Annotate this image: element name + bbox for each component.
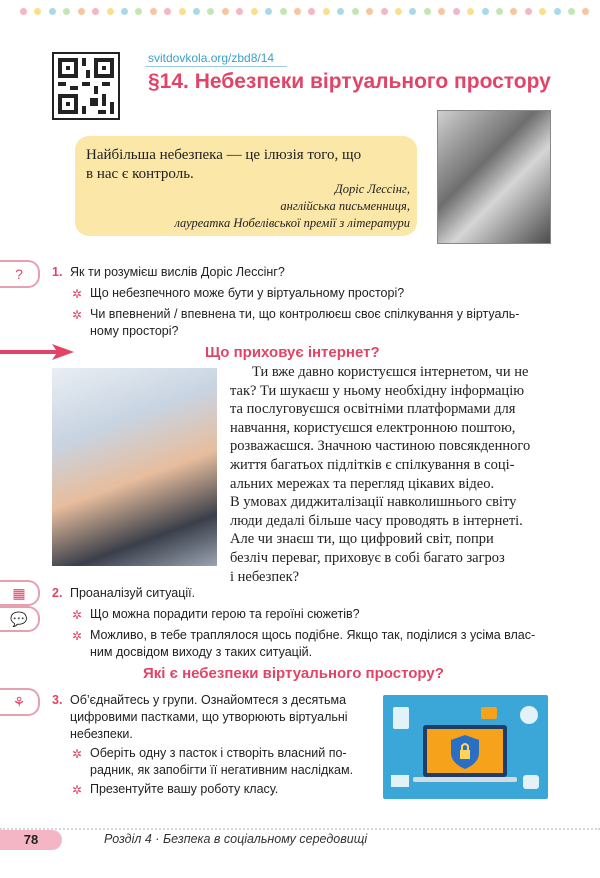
task2-item-1: Що можна порадити герою та героїні сюжетів? — [90, 607, 360, 621]
paragraph-line: та послуговуєшся освітніми платформами для — [230, 401, 516, 418]
task3-line-3: небезпеки. — [70, 727, 133, 741]
decorative-dot — [265, 8, 272, 15]
pointer-arrow-icon — [0, 342, 74, 362]
link-underline — [145, 66, 287, 67]
decorative-dot — [554, 8, 561, 15]
analyze-grid-icon: ▦ — [0, 580, 40, 606]
page-title: §14. Небезпеки віртуального простору — [148, 70, 551, 93]
decorative-dot — [323, 8, 330, 15]
quote-line-2: в нас є контроль. — [86, 166, 194, 182]
paragraph-line: Ти вже давно користуєшся інтернетом, чи не — [252, 364, 529, 380]
decorative-dot — [150, 8, 157, 15]
task2-number: 2. — [52, 586, 63, 600]
bullet-star-icon: ✲ — [72, 629, 83, 643]
decorative-dot — [78, 8, 85, 15]
quote-text — [86, 146, 361, 184]
decorative-dot — [409, 8, 416, 15]
qr-code[interactable] — [52, 52, 120, 120]
decorative-dot — [366, 8, 373, 15]
decorative-dot — [251, 8, 258, 15]
decorative-dot — [179, 8, 186, 15]
task3-item-1: Оберіть одну з пасток і створіть власний по- — [90, 746, 347, 760]
decorative-dot — [438, 8, 445, 15]
decorative-dot — [121, 8, 128, 15]
decorative-dot — [92, 8, 99, 15]
decorative-dot — [482, 8, 489, 15]
decorative-dot — [63, 8, 70, 15]
paragraph-line: розважаєшся. Значною частиною повсякденного — [230, 438, 531, 455]
decorative-dot — [352, 8, 359, 15]
paragraph-line: Але чи знаєш ти, що цифровий світ, попри — [230, 531, 494, 548]
decorative-dot — [193, 8, 200, 15]
paragraph-line: навчання, користуєшся електронною поштою, — [230, 419, 516, 436]
qr-code-icon — [54, 54, 118, 118]
paragraph-line: так? Ти шукаєш у ньому необхідну інформацію — [230, 382, 525, 399]
decorative-dot-row — [20, 8, 590, 18]
section2-heading: Які є небезпеки віртуального простору? — [143, 665, 444, 682]
quote-author-desc-1: англійська письменниця, — [280, 199, 410, 213]
decorative-dot — [496, 8, 503, 15]
task1-item-1: Що небезпечного може бути у віртуальному просторі? — [90, 286, 405, 300]
task3-number: 3. — [52, 693, 63, 707]
chat-bubble-icon: 💬 — [0, 606, 40, 632]
paragraph-line: і небезпек? — [230, 568, 300, 585]
decorative-dot — [568, 8, 575, 15]
task3-line-1: Об’єднайтесь у групи. Ознайомтеся з десятьма — [70, 693, 347, 707]
quote-line-1: Найбільша небезпека — це ілюзія того, що — [86, 147, 362, 163]
decorative-dot — [539, 8, 546, 15]
bullet-star-icon: ✲ — [72, 783, 83, 797]
resource-link[interactable]: svitdovkola.org/zbd8/14 — [148, 51, 275, 65]
bullet-star-icon: ✲ — [72, 747, 83, 761]
quote-author: Доріс Лессінг, — [334, 182, 410, 196]
decorative-dot — [135, 8, 142, 15]
paragraph-line: життя багатьох підлітків є спілкування в соці- — [230, 456, 515, 473]
task2-text: Проаналізуй ситуації. — [70, 586, 196, 600]
task1-text: Як ти розумієш вислів Доріс Лессінг? — [70, 265, 285, 279]
chapter-footer: Розділ 4 · Безпека в соціальному середовищі — [104, 832, 368, 846]
decorative-dot — [525, 8, 532, 15]
decorative-dot — [294, 8, 301, 15]
decorative-dot — [337, 8, 344, 15]
author-portrait — [437, 110, 551, 244]
footer-divider — [0, 828, 600, 831]
task1-item-3: ному просторі? — [90, 324, 179, 338]
decorative-dot — [582, 8, 589, 15]
decorative-dot — [164, 8, 171, 15]
section1-paragraph — [230, 363, 553, 586]
laptop-shield-icon — [383, 695, 548, 799]
section1-heading: Що приховує інтернет? — [205, 344, 380, 361]
decorative-dot — [510, 8, 517, 15]
paragraph-line: В умовах диджиталізації навколишнього світу — [230, 494, 517, 511]
quote-author-desc-2: лауреатка Нобелівської премії з літератури — [174, 216, 410, 230]
decorative-dot — [453, 8, 460, 15]
decorative-dot — [381, 8, 388, 15]
bullet-star-icon: ✲ — [72, 287, 83, 301]
task3-item-3: Презентуйте вашу роботу класу. — [90, 782, 279, 796]
decorative-dot — [207, 8, 214, 15]
decorative-dot — [236, 8, 243, 15]
bullet-star-icon: ✲ — [72, 608, 83, 622]
decorative-dot — [308, 8, 315, 15]
task1-item-2: Чи впевнений / впевнена ти, що контролюєш своє спілкування у віртуаль- — [90, 307, 520, 321]
paragraph-line: люди дедалі більше часу проводять в інтернеті. — [230, 512, 523, 529]
decorative-dot — [280, 8, 287, 15]
cyber-security-illustration — [383, 695, 548, 799]
paragraph-line: безліч переваг, приховує в собі багато загроз — [230, 549, 505, 566]
students-photo — [52, 368, 217, 566]
page-number: 78 — [0, 830, 62, 850]
bullet-star-icon: ✲ — [72, 308, 83, 322]
group-people-icon: ⚘ — [0, 688, 40, 716]
task1-number: 1. — [52, 265, 63, 279]
decorative-dot — [20, 8, 27, 15]
task3-item-2: радник, як запобігти її негативним наслідкам. — [90, 763, 354, 777]
question-icon: ? — [0, 260, 40, 288]
task3-line-2: цифровими пастками, що утворюють віртуальні — [70, 710, 348, 724]
task2-item-2: Можливо, в тебе траплялося щось подібне. Якщо так, поділися з усіма влас- — [90, 628, 536, 642]
paragraph-line: альних мережах та перегляд цікавих відео. — [230, 475, 495, 492]
decorative-dot — [49, 8, 56, 15]
decorative-dot — [467, 8, 474, 15]
quote-attribution — [110, 181, 410, 232]
decorative-dot — [34, 8, 41, 15]
task2-item-3: ним досвідом виходу з таких ситуацій. — [90, 645, 313, 659]
decorative-dot — [222, 8, 229, 15]
decorative-dot — [424, 8, 431, 15]
decorative-dot — [395, 8, 402, 15]
decorative-dot — [107, 8, 114, 15]
